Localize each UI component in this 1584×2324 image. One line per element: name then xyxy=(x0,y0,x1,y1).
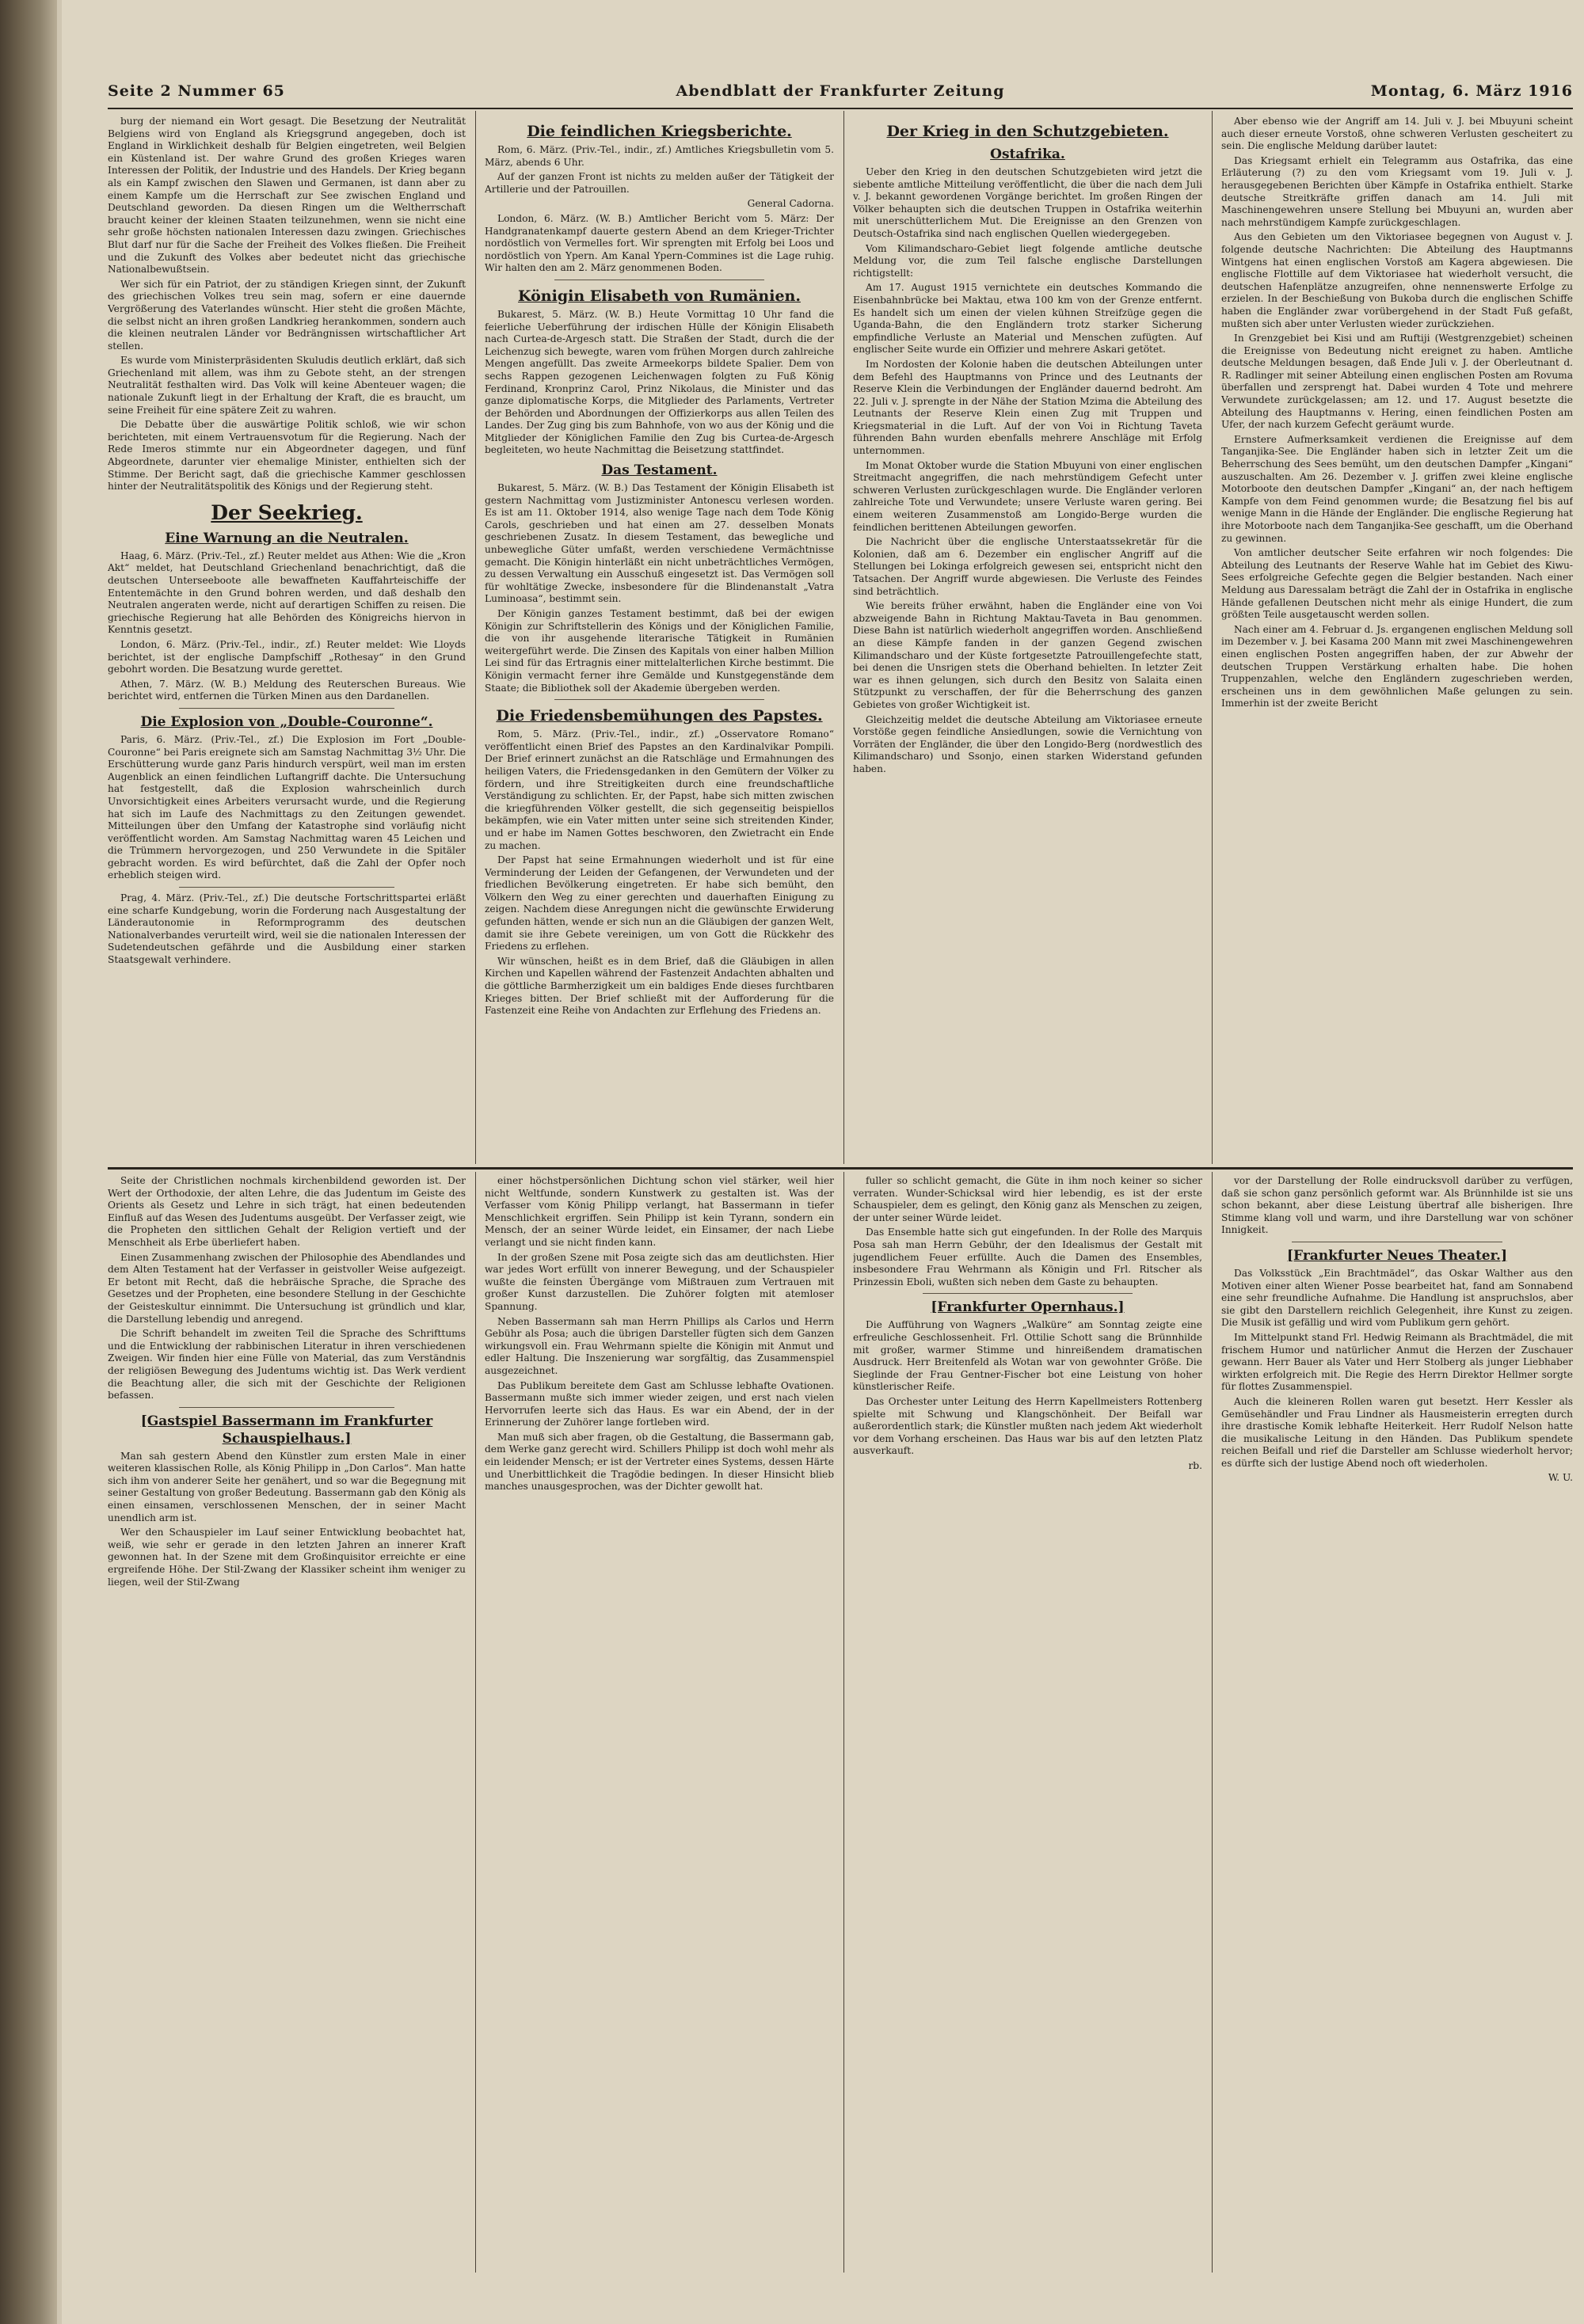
article-heading-warnung: Eine Warnung an die Neutralen. xyxy=(165,530,409,546)
feuilleton-text: Die Schrift behandelt im zweiten Teil die Sprache des Schrifttums und die Entwicklung der rabbinischen Literatur in ihren verschiedenen Zweigen. Wir finden hier eine Fülle von Material, das zum Verständnis der religiösen Bewegung des Judentums wichtig ist. Das Werk verdient die Beachtung aller, die sich mit der Geschichte der Religionen befassen. xyxy=(108,1328,466,1402)
article-text: Am 17. August 1915 vernichtete ein deutsches Kommando die Eisenbahnbrücke bei Maktau, etwa 100 km von der Grenze entfernt. Es handelt sich um einen der vielen kühnen Streifzüge gegen die Uganda-Bahn, die den Engländern trotz starker Sicherung empfindliche Verluste an Material und Menschen zufügten. Auf englischer Seite wurde ein Offizier und mehrere Askari getötet. xyxy=(853,282,1202,356)
article-text: Es wurde vom Ministerpräsidenten Skuludis deutlich erklärt, daß sich Griechenland mit allem, was ihm zu Gebote steht, an der strengen Neutralität festhalten wird. Das Volk will keine Abenteuer wagen; die nationale Zukunft liegt in der Erhaltung der Kraft, die es braucht, um seine Freiheit für eine spätere Zeit zu wahren. xyxy=(108,355,466,416)
feuilleton-column-3 xyxy=(853,1175,1202,2271)
feuilleton-heading-oper: [Frankfurter Opernhaus.] xyxy=(931,1299,1125,1316)
article-text: In Grenzgebiet bei Kisi und am Ruftiji (Westgrenzgebiet) scheinen die Ereignisse von Bedeutung nicht ereignet zu haben. Amtliche deutsche Meldungen besagen, daß Ende Juli v. J. der Oberleutnant d. R. Radlinger mit seiner Abteilung einen englischen Posten am Rovuma überfallen und zersprengt hat. Dabei wurden 4 Tote und mehrere Verwundete zurückgelassen; am 12. und 17. August besetzte die Abteilung des Hauptmanns v. Hering, einen feindlichen Posten am Ufer, der nach kurzem Gefecht geräumt wurde. xyxy=(1221,333,1573,431)
page-header xyxy=(108,82,1573,106)
article-text: London, 6. März. (Priv.-Tel., indir., zf.) Reuter meldet: Wie Lloyds berichtet, ist der englische Dampfschiff „Rothesay“ in den Grund gebohrt worden. Die Besatzung wurde gerettet. xyxy=(108,638,466,675)
feuilleton-text: Im Mittelpunkt stand Frl. Hedwig Reimann als Brachtmädel, die mit frischem Humor und natürlicher Anmut die Herzen der Zuschauer gewann. Herr Bauer als Vater und Herr Stolberg als junger Liebhaber wirkten erfolgreich mit. Die Regie des Herrn Direktor Hellmer sorgte für flottes Zusammenspiel. xyxy=(1221,1331,1573,1393)
column-divider xyxy=(1212,1172,1213,2273)
article-text: Nach einer am 4. Februar d. Js. ergangenen englischen Meldung soll im Dezember v. J. bei Kasama 200 Mann mit zwei Maschinengewehren einen englischen Posten angegriffen haben, der zur Abwehr der deutschen Truppen Verstärkung erhalten habe. Die hohen Truppenzahlen, welche den Engländern zugeschrieben werden, erscheinen uns in dem gewöhnlichen Maße gelungen zu sein. Immerhin ist der zweite Bericht xyxy=(1221,623,1573,709)
feuilleton-text: Auch die kleineren Rollen waren gut besetzt. Herr Kessler als Gemüsehändler und Frau Lindner als Hausmeisterin erregten durch ihre drastische Komik lebhafte Heiterkeit. Herr Rudolf Nelson hatte die musikalische Leitung in den Händen. Das Publikum spendete reichen Beifall und rief die Darsteller am Schlusse wiederholt hervor; es dürfte sich der lustige Abend noch oft wiederholen. xyxy=(1221,1395,1573,1469)
article-heading-explosion: Die Explosion von „Double-Couronne“. xyxy=(140,713,433,730)
article-text: Im Monat Oktober wurde die Station Mbuyuni von einer englischen Streitmacht angegriffen, die nach mehrstündigem Gefecht unter schweren Verlusten zurückgeschlagen wurde. Die Engländer verloren zahlreiche Tote und Verwundete; unsere Verluste waren gering. Bei einem weiteren Zusammenstoß am Longido-Berge wurden die feindlichen berittenen Abteilungen geworfen. xyxy=(853,459,1202,533)
feuilleton-text: In der großen Szene mit Posa zeigte sich das am deutlichsten. Hier war jedes Wort erfüllt von innerer Bewegung, und der Schauspieler wußte die feinsten Übergänge vom Mißtrauen zum Vertrauen mit großer Kunst darzustellen. Die Zuhörer folgten mit atemloser Spannung. xyxy=(485,1251,834,1312)
article-heading-schutzgebiete: Der Krieg in den Schutzgebieten. xyxy=(886,123,1169,140)
feuilleton-heading-gastspiel: [Gastspiel Bassermann im Frankfurter Schauspielhaus.] xyxy=(140,1413,433,1447)
feuilleton-text: Man muß sich aber fragen, ob die Gestaltung, die Bassermann gab, dem Werke ganz gerecht wird. Schillers Philipp ist doch wohl mehr als ein leidender Mensch; er ist der Vertreter eines Systems, dessen Härte und Unerbittlichkeit die Tragödie bedingen. In dieser Hinsicht blieb manches unausgesprochen, was der Dichter gewollt hat. xyxy=(485,1431,834,1493)
feuilleton-column-4 xyxy=(1221,1175,1573,2271)
article-subheading-testament: Das Testament. xyxy=(601,462,718,479)
article-heading-elisabeth: Königin Elisabeth von Rumänien. xyxy=(518,287,801,305)
article-text: Wie bereits früher erwähnt, haben die Engländer eine von Voi abzweigende Bahn in Richtung Maktau-Taveta in Bau genommen. Diese Bahn ist natürlich wiederholt angegriffen worden. Anschließend an diese Kämpfe fanden in der ganzen Gegend zwischen Kilimandscharo und der Küste fortgesetzte Patrouillengefechte statt, bei denen die Unsrigen stets die Oberhand behielten. In letzter Zeit war es ihnen gelungen, sich durch den Besitz von Salaita einen Stützpunkt zu verschaffen, der für die Beherrschung des ganzen Gebietes von großer Wichtigkeit ist. xyxy=(853,600,1202,710)
header-date: Montag, 6. März 1916 xyxy=(1370,82,1573,100)
feuilleton-text: Das Orchester unter Leitung des Herrn Kapellmeisters Rottenberg spielte mit Schwung und Klangschönheit. Der Beifall war außerordentlich stark; die Künstler mußten nach jedem Akt wiederholt vor dem Vorhang erscheinen. Das Haus war bis auf den letzten Platz ausverkauft. xyxy=(853,1395,1202,1457)
feuilleton-text: Einen Zusammenhang zwischen der Philosophie des Abendlandes und dem Alten Testament hat der Verfasser in geistvoller Weise aufgezeigt. Er betont mit Recht, daß die hebräische Sprache, die Sprache des Gesetzes und der Propheten, eine besondere Stellung in der Geschichte der Geisteskultur einnimmt. Die Untersuchung ist gründlich und klar, die Darstellung lebendig und anregend. xyxy=(108,1251,466,1325)
feuilleton-column-1 xyxy=(108,1175,466,2271)
article-text: Vom Kilimandscharo-Gebiet liegt folgende amtliche deutsche Meldung vor, die zum Teil falsche englische Darstellungen richtigstellt: xyxy=(853,242,1202,279)
article-text: Die Debatte über die auswärtige Politik schloß, wie wir schon berichteten, mit einem Vertrauensvotum für die Regierung. Nach der Rede Imeros stimmte nur ein Abgeordneter dagegen, und fünf Abgeordnete, darunter vier ehemalige Minister, enthielten sich der Stimme. Der Bericht sagt, daß die griechische Kammer geschlossen hinter der Neutralitätspolitik des Königs und der Regierung steht. xyxy=(108,419,466,493)
feuilleton-text: Das Volksstück „Ein Brachtmädel“, das Oskar Walther aus den Motiven einer alten Wiener Posse bearbeitet hat, fand am Sonnabend eine sehr freundliche Aufnahme. Die Handlung ist anspruchslos, aber sie gibt den Darstellern reichlich Gelegenheit, ihre Kunst zu zeigen. Die Musik ist gefällig und wird vom Publikum gern gehört. xyxy=(1221,1267,1573,1329)
separator xyxy=(179,708,394,709)
column-divider xyxy=(843,111,844,1164)
article-text: Aber ebenso wie der Angriff am 14. Juli v. J. bei Mbuyuni scheint auch dieser erneute Vorstoß, ohne schweren Verlusten gescheitert zu sein. Die englische Meldung darüber lautet: xyxy=(1221,116,1573,152)
article-text: Rom, 6. März. (Priv.-Tel., indir., zf.) Amtliches Kriegsbulletin vom 5. März, abends 6 Uhr. xyxy=(485,144,834,168)
feuilleton-text: vor der Darstellung der Rolle eindrucksvoll darüber zu verfügen, daß sie schon ganz persönlich geformt war. Als Brünnhilde ist sie uns schon bekannt, aber diese Leistung übertraf alle bisherigen. Ihre Stimme klang voll und warm, und ihre Darstellung war von schöner Innigkeit. xyxy=(1221,1175,1573,1236)
article-text: burg der niemand ein Wort gesagt. Die Besetzung der Neutralität Belgiens wird von England als Kriegsgrund angegeben, doch ist England in Wirklichkeit deshalb für Belgien eingetreten, weil Belgien ein Küstenland ist. Der wahre Grund des großen Krieges waren Interessen der Politik, der Industrie und des Handels. Der Krieg begann als ein Kampf zwischen den Slawen und Germanen, ist dann aber zu einem Kampfe um die Herrschaft zur See zwischen England und Deutschland geworden. Da diesen Ringen um die Weltherrschaft braucht keiner der kleinen Staaten teilzunehmen, wenn sie nicht eine sehr große höchsten nationalen Interessen dazu zwingen. Griechisches Blut darf nur für die Sache der Freiheit des Volkes fließen. Die Freiheit und die Zukunft des Volkes aber bedeutet nicht das griechische Nationalbewußtsein. xyxy=(108,116,466,276)
article-text: Paris, 6. März. (Priv.-Tel., zf.) Die Explosion im Fort „Double-Couronne“ bei Paris ereignete sich am Samstag Nachmittag 3½ Uhr. Die Erschütterung wurde ganz Paris hindurch verspürt, weil man im ersten Augenblick an einen feindlichen Luftangriff dachte. Die Untersuchung hat festgestellt, daß die Explosion wahrscheinlich durch Unvorsichtigkeit eines Arbeiters verursacht wurde, und die Regierung hat sich im Laufe des Nachmittags zu den Zeitungen gewendet. Mitteilungen über den Umfang der Katastrophe sind vorläufig nicht veröffentlicht worden. Am Samstag Nachmittag waren 45 Leichen und die Trümmern hervorgezogen, und 250 Verwundete in die Spitäler gebracht worden. Es wird befürchtet, daß die Zahl der Opfer noch erheblich steigen wird. xyxy=(108,733,466,881)
separator xyxy=(179,1407,394,1408)
article-text: Auf der ganzen Front ist nichts zu melden außer der Tätigkeit der Artillerie und der Patrouillen. xyxy=(485,171,834,195)
article-heading-papst: Die Friedensbemühungen des Papstes. xyxy=(496,707,823,725)
article-text: Bukarest, 5. März. (W. B.) Heute Vormittag 10 Uhr fand die feierliche Ueberführung der irdischen Hülle der Königin Elisabeth nach Curtea-de-Argesch statt. Die Straßen der Stadt, durch die der Leichenzug sich bewegte, waren vom frühen Morgen durch zahlreiche Mengen angefüllt. Das zweite Armeekorps bildete Spalier. Dem von sechs Rappen gezogenen Leichenwagen folgten zu Fuß König Ferdinand, Kronprinz Carol, Prinz Nikolaus, die Minister und das ganze diplomatische Korps, die Mitglieder des Parlaments, Vertreter der Behörden und Abordnungen der Offizierkorps aus allen Teilen des Landes. Der Zug ging bis zum Bahnhofe, von wo aus der König und die Mitglieder der Königlichen Familie den Zug bis Curtea-de-Argesch begleiteten, wo heute Nachmittag die Beisetzung stattfindet. xyxy=(485,308,834,456)
separator xyxy=(554,699,764,700)
newspaper-page xyxy=(62,0,1584,2324)
article-text: Wer sich für ein Patriot, der zu ständigen Kriegen sinnt, der Zukunft des griechischen Volkes treu sein mag, sofern er eine dauernde Vergrößerung des Vaterlandes wünscht. Hier steht die großen Mächte, die selbst nicht an ihren großen Landkrieg herankommen, sondern auch die kleinen neutralen Länder vor Bedrängnissen wirtschaftlicher Art stellen. xyxy=(108,278,466,352)
article-text: Der Papst hat seine Ermahnungen wiederholt und ist für eine Verminderung der Leiden der Gefangenen, der Verwundeten und der friedlichen Bevölkerung eingetreten. Er habe sich bemüht, den Völkern den Weg zu einer gerechten und dauerhaften Einigung zu zeigen. Nachdem diese Anregungen nicht die gewünschte Erwiderung gefunden hätten, wende er sich nun an die Gläubigen der ganzen Welt, damit sie ihre Gebete vereinigen, um von Gott die Rückkehr des Friedens zu erflehen. xyxy=(485,854,834,953)
article-text: Haag, 6. März. (Priv.-Tel., zf.) Reuter meldet aus Athen: Wie die „Kron Akt“ meldet, hat Deutschland Griechenland benachrichtigt, daß die deutschen Unterseeboote alle bewaffneten Kauffahrteischiffe der Ententemächte in den Grund bohren werden, und daß deshalb den Neutralen angeraten werde, nicht auf derartigen Schiffen zu reisen. Die griechische Regierung hat alle Behörden des Königreichs hiervon in Kenntnis gesetzt. xyxy=(108,550,466,636)
section-heading-seekrieg: Der Seekrieg. xyxy=(211,500,363,524)
separator xyxy=(923,1293,1133,1294)
feuilleton-text: einer höchstpersönlichen Dichtung schon viel stärker, weil hier nicht Weltfunde, sondern Kunstwerk zu gestalten ist. Was der Verfasser vom König Philipp verlangt, hat Bassermann in tiefer Menschlichkeit ergriffen. Sein Philipp ist kein Tyrann, sondern ein Mensch, der an seiner Würde leidet, ein Einsamer, der nach Liebe verlangt und sie nicht finden kann. xyxy=(485,1175,834,1248)
column-divider xyxy=(475,1172,476,2273)
article-text: Prag, 4. März. (Priv.-Tel., zf.) Die deutsche Fortschrittspartei erläßt eine scharfe Kundgebung, worin die Forderung nach Ausgestaltung der Länderautonomie in Reformprogramm des deutschen Nationalverbandes verurteilt wird, weil sie die nationalen Interessen der Sudetendeutschen gefährde und die Ausbildung einer starken Staatsgewalt verhindere. xyxy=(108,892,466,966)
article-text: Aus den Gebieten um den Viktoriasee begegnen von August v. J. folgende deutsche Nachrichten: Die Abteilung des Hauptmanns Wintgens hat einen englischen Vorstoß am Kagera abgewiesen. Die englische Flottille auf dem Viktoriasee hat wiederholt versucht, die deutschen Hafenplätze anzugreifen, ohne nennenswerte Erfolge zu erzielen. In der Beschießung von Bukoba durch die englischen Schiffe haben die Engländer zwar vorübergehend in der Stadt Fuß gefaßt, mußten sich aber unter Verlusten wieder zurückziehen. xyxy=(1221,231,1573,329)
feuilleton-heading-neues-theater: [Frankfurter Neues Theater.] xyxy=(1287,1247,1507,1264)
article-column-3 xyxy=(853,116,1202,1162)
column-divider xyxy=(843,1172,844,2273)
article-text: Ueber den Krieg in den deutschen Schutzgebieten wird jetzt die siebente amtliche Mitteilung veröffentlicht, die über die nach dem Juli v. J. bekannt gewordenen Vorgänge berichtet. Im großen Ringen der Völker behaupten sich die deutschen Truppen in Ostafrika weiterhin mit unerschütterlichem Mut. Die Ereignisse an den Grenzen von Deutsch-Ostafrika sind nach englischen Quellen wiedergegeben. xyxy=(853,166,1202,239)
column-divider xyxy=(1212,111,1213,1164)
column-divider xyxy=(475,111,476,1164)
header-masthead: Abendblatt der Frankfurter Zeitung xyxy=(676,82,1005,100)
signature: W. U. xyxy=(1548,1472,1573,1484)
signature: rb. xyxy=(1188,1459,1202,1471)
feuilleton-text: Man sah gestern Abend den Künstler zum ersten Male in einer weiteren klassischen Rolle, als König Philipp in „Don Carlos“. Man hatte sich ihm von anderer Seite her genähert, und so war die Begegnung mit seiner Gestaltung von großer Bedeutung. Bassermann gab den König als einen einsamen, verschlossenen Menschen, der in seiner Macht unendlich arm ist. xyxy=(108,1450,466,1523)
header-page-number: Seite 2 Nummer 65 xyxy=(108,82,285,100)
article-text: Von amtlicher deutscher Seite erfahren wir noch folgendes: Die Abteilung des Leutnants der Reserve Wahle hat im Gebiet des Kiwu-Sees erfolgreiche Gefechte gegen die Belgier bestanden. Nach einer Meldung aus Daressalam beträgt die Zahl der in Ostafrika in englische Hände gefallenen Deutschen nicht mehr als einige Hundert, die zum größten Teile ausgetauscht werden sollen. xyxy=(1221,547,1573,621)
article-text: Gleichzeitig meldet die deutsche Abteilung am Viktoriasee erneute Vorstöße gegen feindliche Ansiedlungen, sowie die Vernichtung von Vorräten der Engländer, die über den Longido-Berg (nordwestlich des Kilimandscharo) und Ssonjo, einen starken Widerstand gefunden haben. xyxy=(853,713,1202,774)
signature: General Cadorna. xyxy=(747,198,834,210)
feuilleton-text: Das Ensemble hatte sich gut eingefunden. In der Rolle des Marquis Posa sah man Herrn Gebühr, der den Idealismus der Gestalt mit jugendlichem Feuer erfüllte. Auch die Damen des Ensembles, insbesondere Frau Wehrmann als Königin und Frl. Ritscher als Prinzessin Eboli, wußten sich neben dem Gaste zu behaupten. xyxy=(853,1227,1202,1288)
article-text: London, 6. März. (W. B.) Amtlicher Bericht vom 5. März: Der Handgranatenkampf dauerte gestern Abend an dem Krieger-Trichter nordöstlich von Vermelles fort. Wir sprengten mit Erfolg bei Loos und nordöstlich von Ypern. Am Kanal Ypern-Commines ist die Lage ruhig. Wir halten den am 2. März genommenen Boden. xyxy=(485,212,834,274)
article-text: Wir wünschen, heißt es in dem Brief, daß die Gläubigen in allen Kirchen und Kapellen während der Fastenzeit Andachten abhalten und die göttliche Barmherzigkeit um ein baldiges Ende dieses furchtbaren Krieges bitten. Der Brief schließt mit der Aufforderung für die Fastenzeit eine Reihe von Andachten zur Erflehung des Friedens an. xyxy=(485,955,834,1017)
feuilleton-text: Seite der Christlichen nochmals kirchenbildend geworden ist. Der Wert der Orthodoxie, der alten Lehre, die das Judentum im Geiste des Orients als Gesetz und Lehre in sich trägt, hat einen bedeutenden Einfluß auf das Wesen des Judentums ausgeübt. Der Verfasser zeigt, wie die Propheten den sittlichen Gehalt der Religion vertieft und der Menschheit als Erbe überliefert haben. xyxy=(108,1175,466,1248)
article-column-4 xyxy=(1221,116,1573,1162)
header-rule xyxy=(108,108,1573,109)
article-text: Im Nordosten der Kolonie haben die deutschen Abteilungen unter dem Befehl des Hauptmanns von Prince und des Leutnants der Reserve Klein die Verbindungen der Engländer dauernd bedroht. Am 22. Juli v. J. sprengte in der Nähe der Station Mzima die Abteilung des Leutnants der Reserve Klein einen Zug mit Truppen und Kriegsmaterial in die Luft. Auf der von Voi in Richtung Taveta führenden Bahn wurden ebenfalls mehrere Anschläge mit Erfolg unternommen. xyxy=(853,358,1202,457)
article-heading-kriegsberichte: Die feindlichen Kriegsberichte. xyxy=(527,123,792,140)
feuilleton-text: Wer den Schauspieler im Lauf seiner Entwicklung beobachtet hat, weiß, wie sehr er gerade in den letzten Jahren an innerer Kraft gewonnen hat. In der Szene mit dem Großinquisitor erreichte er eine ergreifende Höhe. Der Stil-Zwang der Klassiker scheint ihm weniger zu liegen, weil der Stil-Zwang xyxy=(108,1527,466,1588)
article-text: Das Kriegsamt erhielt ein Telegramm aus Ostafrika, das eine Erläuterung (?) zu den vom Kriegsamt vom 19. Juli v. J. herausgegebenen Berichten über Kämpfe in Ostafrika enthielt. Starke deutsche Streitkräfte griffen danach am 14. Juli mit Maschinengewehren unsere Stellung bei Mbuyuni an, wurden aber nach mehrstündigem Kampfe zurückgeschlagen. xyxy=(1221,154,1573,228)
feuilleton-text: fuller so schlicht gemacht, die Güte in ihm noch keiner so sicher verraten. Wunder-Schicksal wird hier lebendig, es ist der erste Schauspieler, dem es gelingt, den König ganz als Menschen zu zeigen, der unter seiner Würde leidet. xyxy=(853,1175,1202,1223)
article-text: Rom, 5. März. (Priv.-Tel., indir., zf.) „Osservatore Romano“ veröffentlicht einen Brief des Papstes an den Kardinalvikar Pompili. Der Brief erinnert zunächst an die Ratschläge und Ermahnungen des heiligen Vaters, die Friedensgedanken in den Gemütern der Völker zu fördern, und ihre Streitigkeiten durch eine freundschaftliche Verständigung zu schlichten. Er, der Papst, habe sich mitten zwischen die kriegführenden Völker gestellt, die sich gegenseitig beispiellos bekämpfen, wie ein Vater mitten unter seine sich streitenden Kinder, und er habe im Namen Gottes beschworen, den Zwietracht ein Ende zu machen. xyxy=(485,728,834,851)
article-subheading-ostafrika: Ostafrika. xyxy=(990,146,1065,162)
book-binding-edge xyxy=(0,0,57,2324)
article-text: Der Königin ganzes Testament bestimmt, daß bei der ewigen Königin zur Schriftstellerin des Königs und der Königlichen Familie, die von ihr ausgehende literarische Tätigkeit in Rumänien weitergeführt werde. Die Zinsen des Kapitals von einer halben Million Lei sind für das Ertragnis einer mittelalterlichen Kirche bestimmt. Die Königin vermacht ferner ihre Gemälde und Kunstgegenstände dem Staate; die Bibliothek soll der Akademie übergeben werden. xyxy=(485,608,834,694)
article-text: Die Nachricht über die englische Unterstaatssekretär für die Kolonien, daß am 6. Dezember ein englischer Angriff auf die Stellungen bei Lokinga erfolgreich gewesen sei, entspricht nicht den Tatsachen. Der Angriff wurde abgewiesen. Die Verluste des Feindes sind beträchtlich. xyxy=(853,536,1202,597)
article-column-2 xyxy=(485,116,834,1162)
feuilleton-text: Die Aufführung von Wagners „Walküre“ am Sonntag zeigte eine erfreuliche Geschlossenheit. Frl. Ottilie Schott sang die Brünnhilde mit großer, warmer Stimme und hinreißendem dramatischen Ausdruck. Herr Breitenfeld als Wotan war von gewohnter Größe. Die Sieglinde der Frau Gentner-Fischer bot eine Leistung von hoher künstlerischer Reife. xyxy=(853,1319,1202,1393)
separator xyxy=(179,887,394,888)
article-text: Ernstere Aufmerksamkeit verdienen die Ereignisse auf dem Tanganjika-See. Die Engländer haben sich in letzter Zeit um die Beherrschung des Sees bemüht, um den deutschen Dampfer „Kingani“ auszuschalten. Am 26. Dezember v. J. griffen zwei kleine englische Motorboote den deutschen Dampfer „Kingani“ an, der nach heftigem Kampfe von dem Feind genommen wurde; die Besatzung fiel bis auf wenige Mann in die Hände der Engländer. Die englische Regierung hat ihre Motorboote nach dem Tanganjika-See geschafft, um die Oberhand zu gewinnen. xyxy=(1221,433,1573,544)
feuilleton-rule xyxy=(108,1167,1573,1170)
article-text: Athen, 7. März. (W. B.) Meldung des Reuterschen Bureaus. Wie berichtet wird, entfernen die Türken Minen aus den Dardanellen. xyxy=(108,678,466,702)
article-text: Bukarest, 5. März. (W. B.) Das Testament der Königin Elisabeth ist gestern Nachmittag vom Justizminister Antonescu verlesen worden. Es ist am 11. Oktober 1914, also wenige Tage nach dem Tode König Carols, geschrieben und hat einen am 27. desselben Monats geschriebenen Zusatz. In diesem Testament, das bewegliche und unbewegliche Güter umfaßt, werden verschiedene Vermächtnisse gemacht. Die Königin hinterläßt ein nicht unbeträchtliches Vermögen, zu dessen Verwaltung ein Ausschuß eingesetzt ist. Das Vermögen soll für wohltätige Zwecke, insbesondere für die Blindenanstalt „Vatra Luminoasa“, bestimmt sein. xyxy=(485,482,834,605)
article-column-1 xyxy=(108,116,466,1162)
feuilleton-text: Das Publikum bereitete dem Gast am Schlusse lebhafte Ovationen. Bassermann mußte sich immer wieder zeigen, und erst nach vielen Hervorrufen leerte sich das Haus. Es war ein Abend, der in der Erinnerung der Zuhörer lange fortleben wird. xyxy=(485,1379,834,1428)
feuilleton-text: Neben Bassermann sah man Herrn Phillips als Carlos und Herrn Gebühr als Posa; auch die übrigen Darsteller fügten sich dem Ganzen wirkungsvoll ein. Frau Wehrmann spielte die Königin mit Anmut und edler Haltung. Die Inszenierung war sorgfältig, das Zusammenspiel ausgezeichnet. xyxy=(485,1315,834,1376)
feuilleton-column-2 xyxy=(485,1175,834,2271)
